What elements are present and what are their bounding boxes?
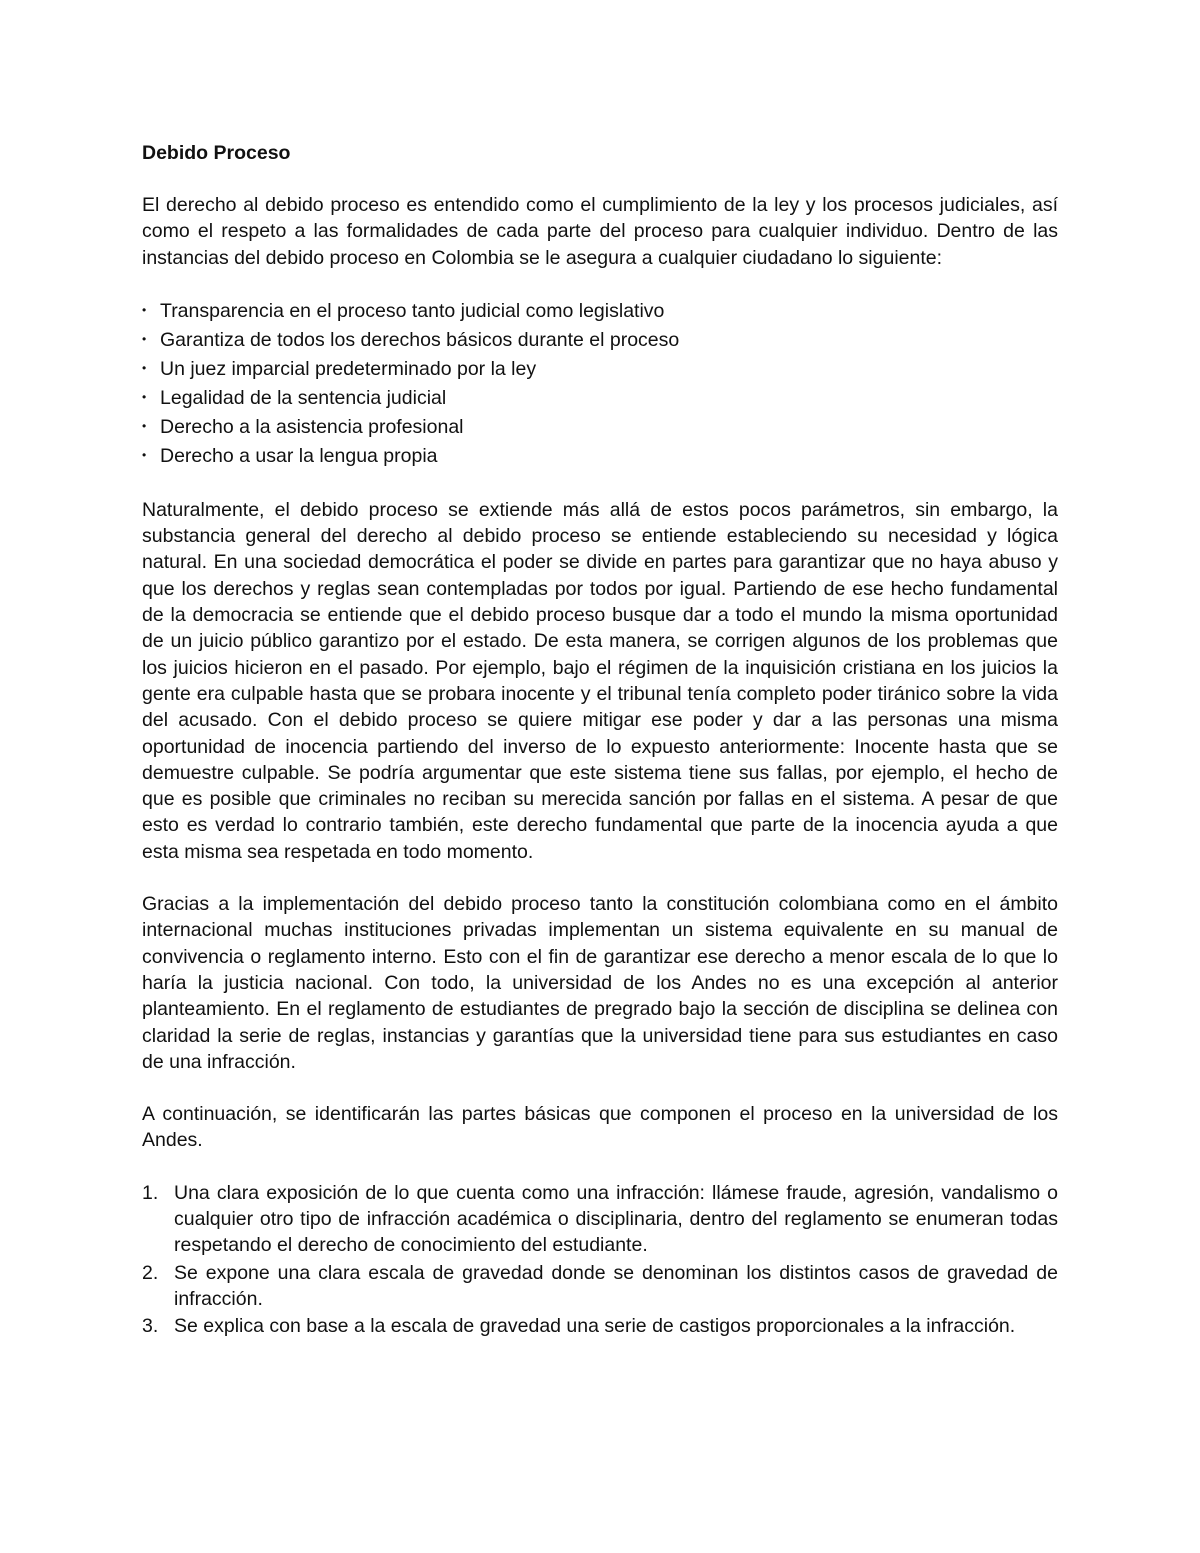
list-item-text: Transparencia en el proceso tanto judicial como legislativo — [160, 299, 665, 322]
bullet-icon: • — [142, 418, 147, 433]
bullet-icon: • — [142, 360, 147, 375]
document-title: Debido Proceso — [142, 142, 291, 164]
document-page — [142, 140, 1058, 1341]
list-item — [142, 355, 1058, 384]
bullet-icon: • — [142, 447, 147, 462]
body-paragraph-2: Naturalmente, el debido proceso se extiende más allá de estos pocos parámetros, sin embargo, la substancia general del derecho al debido proceso se entiende estableciendo su necesidad y lógica natural. En una sociedad democrática el poder se divide en partes para garantizar que no haya abuso y que los derechos y reglas sean contempladas por todos por igual. Partiendo de ese hecho fundamental de la democracia se entiende que el debido proceso busque dar a todo el mundo la misma oportunidad de un juicio público garantizo por el estado. De esta manera, se corrigen algunos de los problemas que los juicios hicieron en el pasado. Por ejemplo, bajo el régimen de la inquisición cristiana en los juicios la gente era culpable hasta que se probara inocente y el tribunal tenía completo poder tiránico sobre la vida del acusado. Con el debido proceso se quiere mitigar ese poder y dar a las personas una misma oportunidad de inocencia partiendo del inverso de lo expuesto anteriormente: Inocente hasta que se demuestre culpable. Se podría argumentar que este sistema tiene sus fallas, por ejemplo, el hecho de que es posible que criminales no reciban su merecida sanción por fallas en el sistema. A pesar de que esto es verdad lo contrario también, este derecho fundamental que parte de la inocencia ayuda a que esta misma sea respetada en todo momento. — [142, 498, 1058, 863]
numbered-item-text: Se explica con base a la escala de gravedad una serie de castigos proporcionales a la infracción. — [174, 1315, 1016, 1338]
list-item — [142, 413, 1058, 442]
numbered-list-item — [142, 1180, 1058, 1259]
list-number: 2. — [142, 1261, 159, 1284]
list-item — [142, 326, 1058, 355]
numbered-item-text: Se expone una clara escala de gravedad donde se denominan los distintos casos de gravedad de infracción. — [174, 1261, 1058, 1310]
list-item — [142, 297, 1058, 326]
body-paragraph-3: Gracias a la implementación del debido proceso tanto la constitución colombiana como en el ámbito internacional muchas instituciones privadas implementan un sistema equivalente en su manual de convivencia o reglamento interno. Esto con el fin de garantizar ese derecho a menor escala de lo que lo haría la justicia nacional. Con todo, la universidad de los Andes no es una excepción al anterior planteamiento. En el reglamento de estudiantes de pregrado bajo la sección de disciplina se delinea con claridad la serie de reglas, instancias y garantías que la universidad tiene para sus estudiantes en caso de una infracción. — [142, 893, 1058, 1073]
list-item-text: Legalidad de la sentencia judicial — [160, 386, 447, 409]
body-paragraph-4: A continuación, se identificarán las partes básicas que componen el proceso en la universidad de los Andes. — [142, 1103, 1058, 1152]
intro-paragraph: El derecho al debido proceso es entendido como el cumplimiento de la ley y los procesos judiciales, así como el respeto a las formalidades de cada parte del proceso para cualquier individuo. Dentro de las instancias del debido proceso en Colombia se le asegura a cualquier ciudadano lo siguiente: — [142, 194, 1058, 269]
process-parts-numbered-list — [142, 1180, 1058, 1340]
list-item — [142, 384, 1058, 413]
bullet-icon: • — [142, 302, 147, 317]
list-item — [142, 442, 1058, 471]
numbered-list-item — [142, 1313, 1058, 1339]
list-number: 3. — [142, 1315, 159, 1338]
bullet-icon: • — [142, 389, 147, 404]
rights-bullet-list — [142, 297, 1058, 471]
list-item-text: Garantiza de todos los derechos básicos durante el proceso — [160, 328, 680, 351]
numbered-list-item — [142, 1260, 1058, 1313]
list-item-text: Un juez imparcial predeterminado por la ley — [160, 357, 537, 380]
list-item-text: Derecho a usar la lengua propia — [160, 444, 438, 467]
bullet-icon: • — [142, 331, 147, 346]
list-item-text: Derecho a la asistencia profesional — [160, 415, 464, 438]
list-number: 1. — [142, 1181, 159, 1204]
numbered-item-text: Una clara exposición de lo que cuenta como una infracción: llámese fraude, agresión, vandalismo o cualquier otro tipo de infracción académica o disciplinaria, dentro del reglamento se enumeran todas respetando el derecho de conocimiento del estudiante. — [174, 1181, 1058, 1257]
